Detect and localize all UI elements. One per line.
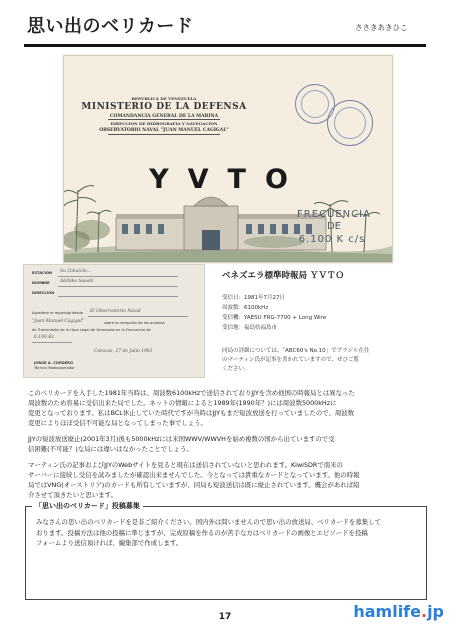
reception-note-line: 同局の詳細については、「ABC60's No.10」でブラジル在住 — [222, 348, 370, 354]
logo-tld: jp — [427, 602, 444, 621]
card-observatorio-value: El Observatorio Naval — [90, 309, 141, 314]
form-line — [58, 296, 178, 297]
hamlife-logo[interactable] — [353, 602, 444, 621]
reception-note-line: ください。 — [222, 366, 250, 372]
body-paragraph-line: 変更によりほぼ受信不可能な局となってしまった事でしょう。 — [28, 419, 207, 427]
card-frequency-value: 6.100 K c/s — [298, 234, 366, 245]
recruit-line: みなさんの思い出のベリカードを是非ご紹介ください。国内外は問いませんので思い出の放送局、ベリカードを募集して — [36, 518, 381, 526]
reception-location: 受信地：福島県福島市 — [222, 325, 278, 331]
card-republica: REPUBLICA DE VENEZUELA — [131, 96, 197, 101]
card-date-line: Caracas, 27 de Julio 1981 — [94, 349, 153, 354]
page-number: 17 — [218, 612, 232, 622]
qsl-card-back — [23, 264, 205, 378]
card-signature-name: JORGE A. CORDERO — [34, 361, 73, 365]
card-juan-value: "Juan Manuel Cagigal" — [32, 319, 84, 324]
body-paragraph-line: このベリカードを入手した1981年当時は、周波数6100kHzで送信されておりJJYを含め他国の時報局とは異なった — [28, 389, 355, 397]
card-frecuencia-label: FRECUENCIA — [297, 209, 371, 220]
card-nombre-label: NOMBRE — [32, 281, 50, 285]
title-rule — [24, 44, 426, 47]
recruit-title: 「思い出のベリカード」投稿募集 — [32, 501, 143, 511]
reception-frequency: 周波数：6100kHz — [222, 305, 269, 311]
card-header-rule — [108, 119, 220, 120]
body-paragraph-line: JJYの短波放送廃止(2001年3月)後も5000kHzには米国WWV/WWVHを始め複数の国から出ていますので受 — [28, 435, 335, 443]
stamp-seal-inner-icon — [301, 90, 329, 118]
author-name: ささきあきひこ — [355, 23, 408, 32]
form-line — [58, 276, 178, 277]
form-line — [58, 286, 178, 287]
logo-dot: . — [420, 602, 428, 621]
card-estacion-label: ESTACION — [32, 271, 53, 275]
form-line — [88, 316, 188, 317]
card-ministerio: MINISTERIO DE LA DEFENSA — [81, 102, 247, 112]
card-comandancia: COMANDANCIA GENERAL DE LA MARINA — [109, 114, 219, 119]
body-paragraph-line: サーバーに接続し受信を試みましたが確認出来ませんでした。今となっては貴重なカードとなっています。他の時報 — [28, 471, 360, 479]
qsl-card-front — [63, 55, 393, 263]
recruit-line: フォームより送信頂ければ、編集部で作成します。 — [36, 539, 183, 547]
card-agradece-text: Agradece el reportaje desde — [32, 311, 83, 315]
body-paragraph-line: マーティン氏の記事およびJJYのWebサイトを見ると現在は送信されていないと思われます。KiwiSDRで南米の — [28, 461, 343, 469]
card-direccion: DIRECCION DE HIDROGRAFIA Y NAVEGACION — [110, 121, 218, 126]
body-paragraph-line: 介させて頂きたいと思います。 — [28, 490, 178, 501]
reception-title: ベネズエラ標準時報局 ＹＶＴＯ — [222, 271, 344, 281]
reception-date: 受信日：1981年7月27日 — [222, 295, 285, 301]
card-signature-title: Técnico Radiooperador — [34, 366, 75, 370]
card-transmision-text: de Transmisión de la Hora Legal de Venezuela en la Frecuencia de — [32, 328, 151, 332]
recruit-line: おります。投稿方法は他の投稿に準じますが、完成原稿を作るのが苦手な方はベリカードの画像とエピソードを投稿 — [36, 528, 368, 537]
recruit-body — [36, 517, 418, 549]
reception-note-line: のマーティン氏が記事を書かれていますので、ぜひご覧 — [222, 357, 359, 363]
body-paragraph-line: 変更となっております。私はBCL休止していた時代ですが当時はJJYもまだ短波放送を行っていましたので、周波数 — [28, 409, 355, 417]
card-callsign: YVTO — [149, 164, 307, 195]
body-paragraph-line: 周波数のため容易に受信出来た局でした。ネットの情報によると1989年(1990年？)には周波数5000kHzに — [28, 399, 337, 407]
card-nombre-value: Akihiko Sasaki — [60, 279, 94, 284]
card-observatorio: OBSERVATORIO NAVAL "JUAN MANUEL CAGIGAL" — [99, 128, 229, 133]
logo-main: hamlife — [353, 602, 421, 621]
body-paragraph-line: 局ではVNG(オーストリア)のカードも所有していますが、同局も短波送信は既に廃止されています。機会があれば紹 — [28, 481, 360, 489]
card-de-label: DE — [326, 221, 342, 232]
card-estacion-value: Su Tokuichi... — [60, 269, 91, 274]
card-freq-hand: 6.100 Kc — [34, 335, 55, 340]
body-paragraph-line: 信困難(不可能？)な局には違いはなかったことでしょう。 — [28, 445, 193, 453]
card-sobre-text: sobre la recepción de las pruebas — [104, 321, 165, 325]
page-title: 思い出のベリカード — [27, 16, 194, 37]
reception-receiver: 受信機：YAESU FRG-7700 + Long Wire — [222, 315, 327, 321]
form-line — [32, 342, 72, 343]
card-direccion-label: DIRECCION — [32, 291, 55, 295]
